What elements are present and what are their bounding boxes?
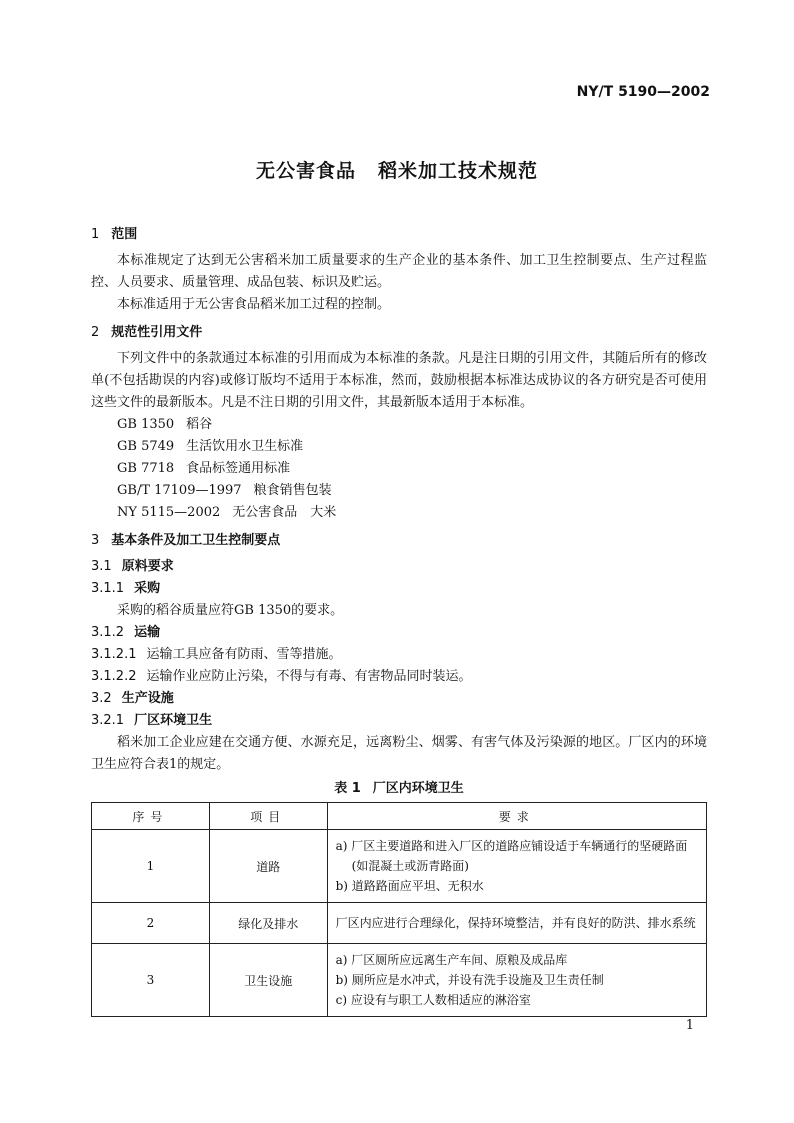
section-2-heading [91, 322, 707, 344]
requirement-line: a) 厂区厕所应远离生产车间、原粮及成品库 [335, 953, 568, 967]
clause-3-1-2-1 [91, 644, 707, 666]
subsection-number: 3.1.2 [91, 625, 125, 640]
section-title: 基本条件及加工卫生控制要点 [111, 533, 281, 548]
clause-3-1-2-2 [91, 666, 707, 688]
reference-code: GB 7718 [117, 461, 175, 476]
page-number: 1 [685, 1018, 694, 1033]
column-header-no: 序号 [92, 803, 210, 830]
title-part-1: 无公害食品 [255, 160, 356, 182]
subsection-3-2-1-heading [91, 710, 707, 732]
reference-code: GB 1350 [117, 417, 175, 432]
table-header-row [92, 803, 707, 830]
document-title [0, 156, 794, 183]
subsection-title: 运输 [134, 625, 161, 640]
requirement-line: b) 厕所应是水冲式，并设有洗手设施及卫生责任制 [335, 973, 604, 987]
reference-name: 食品标签通用标准 [186, 461, 291, 476]
table-number: 表 1 [334, 781, 361, 796]
subsection-title: 采购 [134, 581, 161, 596]
reference-item [91, 502, 707, 524]
row-item: 道路 [209, 830, 327, 903]
row-number: 2 [92, 903, 210, 944]
reference-name: 无公害食品 大米 [232, 505, 337, 520]
requirement-line: c) 应设有与职工人数相适应的淋浴室 [335, 993, 531, 1007]
row-number: 1 [92, 830, 210, 903]
environment-hygiene-table [91, 802, 707, 1017]
subsection-number: 3.2 [91, 691, 112, 706]
table-row [92, 903, 707, 944]
section-1-heading [91, 224, 707, 246]
requirement-line: a) 厂区主要道路和进入厂区的道路应铺设适于车辆通行的坚硬路面 [335, 839, 688, 853]
subsection-title: 生产设施 [121, 691, 174, 706]
table-caption [91, 778, 707, 800]
document-body [91, 218, 707, 1017]
reference-code: GB 5749 [117, 439, 175, 454]
reference-code: NY 5115—2002 [117, 505, 221, 520]
subsection-title: 厂区环境卫生 [134, 713, 213, 728]
row-requirement [327, 830, 706, 903]
reference-name: 粮食销售包装 [253, 483, 332, 498]
subsection-title: 原料要求 [121, 559, 174, 574]
reference-code: GB/T 17109—1997 [117, 483, 242, 498]
requirement-line: (如混凝土或沥青路面) [351, 859, 469, 873]
section-2-paragraph: 下列文件中的条款通过本标准的引用而成为本标准的条款。凡是注日期的引用文件，其随后所有的修改单(不包括勘误的内容)或修订版均不适用于本标准，然而，鼓励根据本标准达成协议的各方研究是否可使用这些文件的最新版本。凡是不注日期的引用文件，其最新版本适用于本标准。 [91, 351, 707, 410]
table-row [92, 944, 707, 1017]
section-title: 规范性引用文件 [111, 325, 203, 340]
requirement-line: b) 道路路面应平坦、无积水 [335, 879, 484, 893]
reference-item [91, 436, 707, 458]
column-header-item: 项目 [209, 803, 327, 830]
row-requirement [327, 903, 706, 944]
section-3-heading [91, 530, 707, 552]
reference-item [91, 458, 707, 480]
reference-item [91, 480, 707, 502]
requirement-line: 厂区内应进行合理绿化，保持环境整洁，并有良好的防洪、排水系统 [335, 916, 696, 930]
section-1-paragraph-2: 本标准适用于无公害食品稻米加工过程的控制。 [117, 297, 391, 312]
subsection-3-2-1-text: 稻米加工企业应建在交通方便、水源充足，远离粉尘、烟雾、有害气体及污染源的地区。厂区内的环境卫生应符合表1的规定。 [91, 735, 707, 772]
reference-name: 稻谷 [186, 417, 213, 432]
section-number: 2 [91, 325, 100, 340]
column-header-requirement: 要求 [327, 803, 706, 830]
subsection-3-2-heading [91, 688, 707, 710]
title-part-2: 稻米加工技术规范 [378, 160, 539, 182]
section-title: 范围 [111, 227, 138, 242]
clause-text: 运输作业应防止污染，不得与有毒、有害物品同时装运。 [146, 669, 472, 684]
row-item: 卫生设施 [209, 944, 327, 1017]
row-item: 绿化及排水 [209, 903, 327, 944]
subsection-number: 3.2.1 [91, 713, 125, 728]
row-requirement [327, 944, 706, 1017]
subsection-3-1-1-text: 采购的稻谷质量应符GB 1350的要求。 [117, 603, 344, 618]
subsection-3-1-1-heading [91, 578, 707, 600]
subsection-3-1-2-heading [91, 622, 707, 644]
subsection-number: 3.1 [91, 559, 112, 574]
table-row [92, 830, 707, 903]
clause-text: 运输工具应备有防雨、雪等措施。 [146, 647, 342, 662]
subsection-3-1-heading [91, 556, 707, 578]
subsection-number: 3.1.1 [91, 581, 125, 596]
section-1-paragraph-1: 本标准规定了达到无公害稻米加工质量要求的生产企业的基本条件、加工卫生控制要点、生产过程监控、人员要求、质量管理、成品包装、标识及贮运。 [91, 253, 707, 290]
reference-item [91, 414, 707, 436]
standard-code: NY/T 5190—2002 [576, 84, 710, 100]
reference-name: 生活饮用水卫生标准 [186, 439, 304, 454]
table-title: 厂区内环境卫生 [372, 781, 464, 796]
clause-number: 3.1.2.1 [91, 647, 137, 662]
row-number: 3 [92, 944, 210, 1017]
section-number: 3 [91, 533, 100, 548]
clause-number: 3.1.2.2 [91, 669, 137, 684]
section-number: 1 [91, 227, 100, 242]
